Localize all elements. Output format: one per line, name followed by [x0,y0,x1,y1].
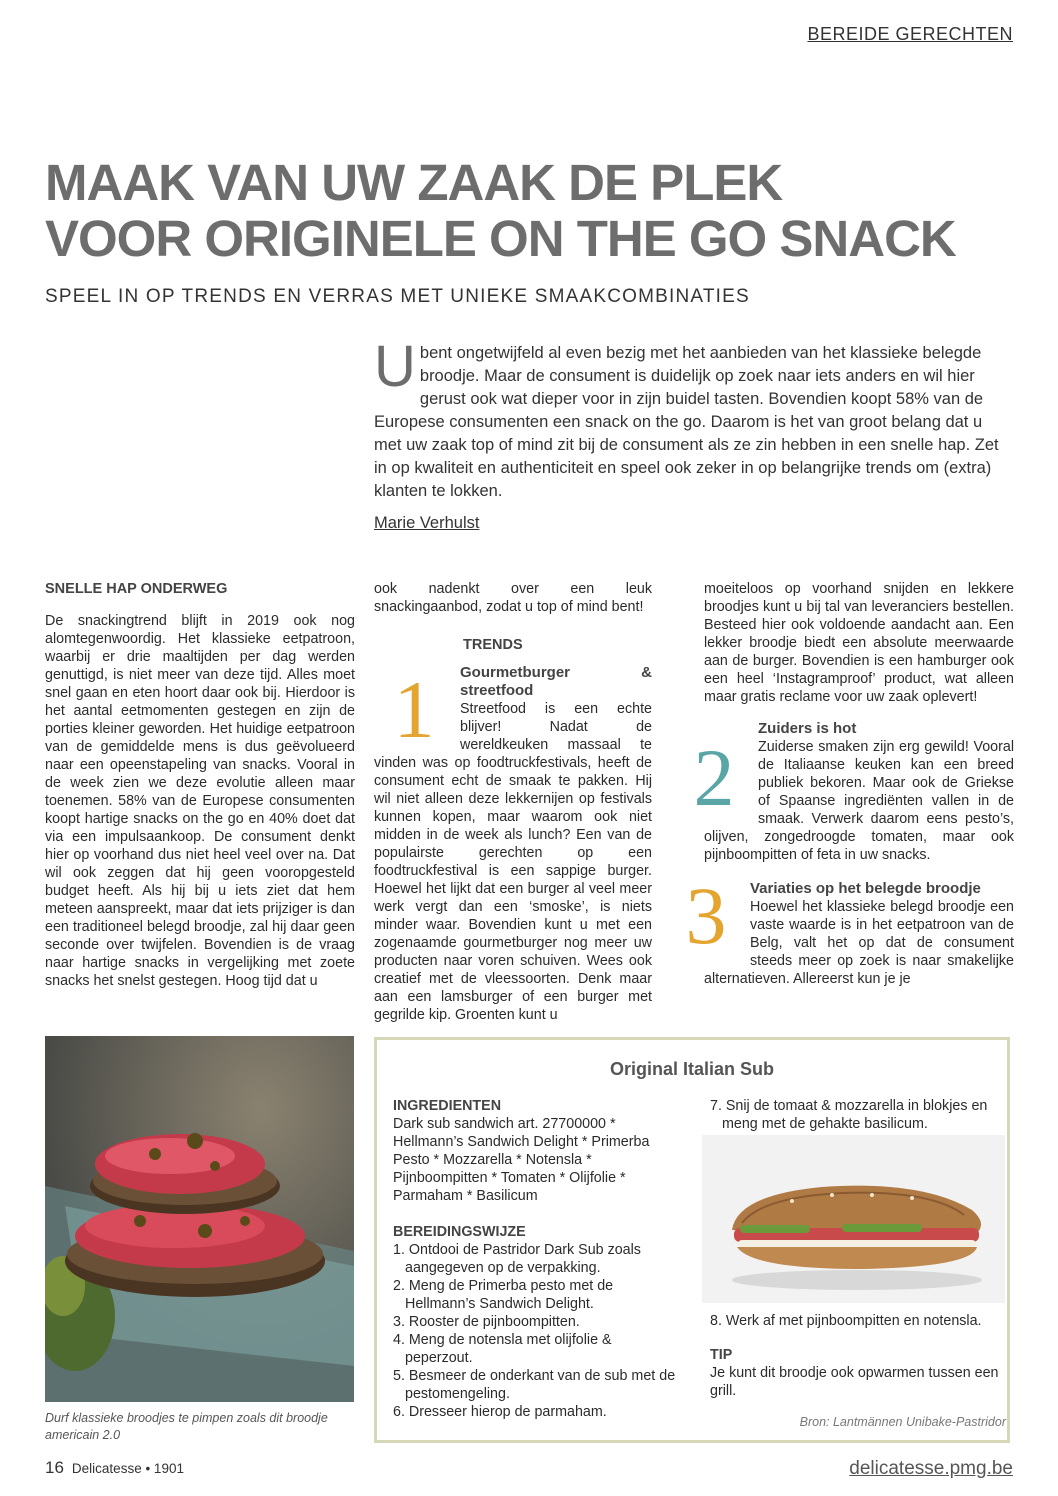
page-subtitle: SPEEL IN OP TRENDS EN VERRAS MET UNIEKE SMAAKCOMBINATIES [45,286,750,307]
method-heading: BEREIDINGSWIJZE [393,1224,526,1240]
intro-text: bent ongetwijfeld al even bezig met het aanbieden van het klassieke belegde broodje. Maar de consument is duidelijk op zoek naar iets anders en wil hier gerust ook wat dieper voor in zijn buidel tasten. Bovendien koopt 58% van de Europese consumenten een snack on the go. Daarom is het van groot belang dat u met uw zaak top of mind zit bij de consument als ze zin hebben in een snelle hap. Zet in op kwaliteit en authenticiteit en speel ook zeker in op belangrijke trends om (extra) klanten te lokken. [374,344,999,500]
title-line-1: MAAK VAN UW ZAAK DE PLEK [45,154,783,211]
method-step: 4. Meng de notensla met olijfolie & peperzout. [393,1332,612,1366]
method-steps-continued [710,1097,1006,1133]
photo-caption: Durf klassieke broodjes te pimpen zoals dit broodje americain 2.0 [45,1411,328,1442]
article-column-1 [45,580,355,990]
article-column-2 [374,580,652,1024]
article-column-3 [685,580,1014,988]
trend-3-title: Variaties op het belegde broodje [750,880,981,897]
column-2-intro: ook nadenkt over een leuk snackingaanbod, zodat u top of mind bent! [374,581,652,615]
trend-3-text: Hoewel het klassieke belegd broodje een vaste waarde is in het eetpatroon van de Belg, valt het op dat de consument steeds meer op zoek is naar smakelijke alternatieven. Allereerst kun je je [704,899,1014,987]
column-1-text: De snackingtrend blijft in 2019 ook nog alomtegenwoordig. Het klassieke eetpatroon, waarbij er drie maaltijden per dag werden genuttigd, is niet meer van deze tijd. Alles moet snel gaan en eten hoort daar ook bij. Hierdoor is het aantal eetmomenten gestegen en zijn de porties kleiner geworden. Het huidige eetpatroon van de gemiddelde mens is dus geëvolueerd naar een opeenstapeling van snacks. Vooral in de week zien we deze evolutie alleen maar toenemen. 58% van de Europese consumenten koopt hartige snacks on the go en 40% doet dat via een impulsaankoop. De consument denkt hier op voorhand dus niet heel veel over na. Dat wil ook zeggen dat hij geen vooropgesteld budget heeft. Als hij bij u iets ziet dat hem meteen aanspreekt, maar dat iets prijziger is dan een traditioneel belegd broodje, zal hij daar geen seconde over twijfelen. Bovendien is de vraag naar hartige snacks in vergelijking met zoete snacks het snelst gestegen. Hoog tijd dat u [45,613,355,989]
method-step: 2. Meng de Primerba pesto met de Hellmann’s Sandwich Delight. [393,1278,614,1312]
method-step: 6. Dresseer hierop de parmaham. [393,1404,607,1420]
ingredients-heading: INGREDIENTEN [393,1098,502,1114]
sub-sandwich-photo [702,1135,1005,1303]
footer-url-link[interactable]: delicatesse.pmg.be [849,1458,1013,1479]
trends-heading: TRENDS [463,637,523,653]
tip-text: Je kunt dit broodje ook opwarmen tussen een grill. [710,1365,999,1399]
recipe-source: Bron: Lantmännen Unibake-Pastridor [799,1415,1006,1429]
trend-1-continued: moeiteloos op voorhand snijden en lekkere broodjes kunt u bij tal van leveranciers bestellen. Besteed hier ook voldoende aandacht aan. Een lekker broodje biedt een absolute meerwaarde aan de burger. Bovendien is een hamburger ook een heel ‘Instagramproof’ product, wat alleen maar gratis reclame voor uw zaak oplevert! [704,581,1014,705]
intro-paragraph [374,334,1014,503]
sandwich-illustration [45,1036,354,1402]
sub-sandwich-illustration [702,1135,1005,1303]
section-heading-snelle-hap: SNELLE HAP ONDERWEG [45,581,228,597]
sandwich-photo [45,1036,354,1402]
trend-number-1: 1 [393,664,435,755]
page-title [45,155,1005,267]
method-step: 8. Werk af met pijnboompitten en notensla. [710,1313,982,1329]
recipe-title: Original Italian Sub [609,1059,775,1079]
trend-number-3: 3 [685,870,727,961]
ingredients-list: Dark sub sandwich art. 27700000 * Hellmann’s Sandwich Delight * Primerba Pesto * Mozzarella * Notensla * Pijnboompitten * Tomaten * Olijfolie * Parmaham * Basilicum [393,1116,650,1204]
trend-1-text: Streetfood is een echte blijver! Nadat de wereldkeuken massaal te vinden was op foodtruckfestivals, heeft de consument echt de smaak te pakken. Hij wil niet alleen deze lekkernijen op festivals kunnen kopen, maar waarom ook niet midden in de week als lunch? Een van de populairste gerechten op een foodtruckfestival is een sappige burger. Hoewel het lijkt dat een burger al veel meer werk vergt dan een ‘smoske’, is niets minder waar. Bovendien kunt u met een zogenaamde gourmetburger nog meer uw producten naar voren schuiven. Wees ook creatief met de vleessoorten. Denk maar aan een lamsburger of een burger met gegrilde kip. Groenten kunt u [374,701,652,1023]
method-step: 5. Besmeer de onderkant van de sub met de pestomengeling. [393,1368,676,1402]
publication-name: Delicatesse • 1901 [71,1461,184,1476]
method-step: 3. Rooster de pijnboompitten. [393,1314,580,1330]
page-number: 16 [45,1458,64,1477]
intro-dropcap: U [374,334,416,399]
recipe-column-1 [393,1097,683,1421]
author-name: Marie Verhulst [374,514,480,532]
trend-1-title: Gourmetburger & streetfood [460,664,652,699]
method-step: 1. Ontdooi de Pastridor Dark Sub zoals aangegeven op de verpakking. [393,1242,641,1276]
trend-2-title: Zuiders is hot [758,720,857,737]
trend-number-2: 2 [693,732,735,823]
title-line-2: VOOR ORIGINELE ON THE GO SNACK [45,210,956,267]
method-steps [393,1241,683,1421]
trend-2-text: Zuiderse smaken zijn erg gewild! Vooral de Italiaanse keuken kan een breed publiek bekoren. Maar ook de Griekse of Spaanse ingrediënten vallen in de smaak. Verwerk daarom eens pesto’s, olijven, zongedroogde tomaten, maar ook pijnboompitten of feta in uw snacks. [704,739,1014,863]
footer-left [45,1458,184,1478]
method-step: 7. Snij de tomaat & mozzarella in blokjes en meng met de gehakte basilicum. [710,1098,988,1132]
section-tag: BEREIDE GERECHTEN [807,24,1013,44]
tip-heading: TIP [710,1347,733,1363]
method-steps-final [710,1312,1006,1330]
